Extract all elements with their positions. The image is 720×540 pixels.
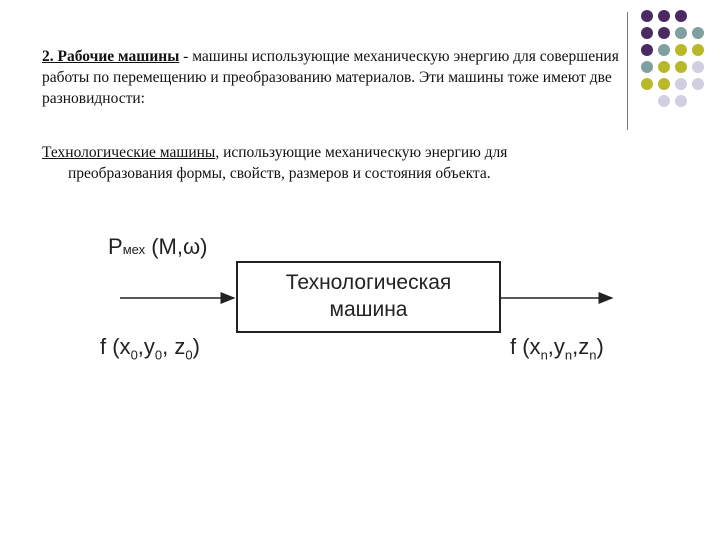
formula-part: ,y bbox=[137, 334, 155, 359]
section-title: 2. Рабочие машины bbox=[42, 48, 180, 65]
box-line2: машина bbox=[329, 298, 408, 321]
energy-subscript: мех bbox=[122, 242, 146, 257]
box-line1: Технологическая bbox=[285, 271, 452, 294]
formula-part: ) bbox=[192, 334, 200, 359]
paragraph-text-line2: преобразования формы, свойств, размеров и состояния объекта. bbox=[68, 165, 491, 182]
output-state-formula bbox=[510, 334, 604, 362]
energy-symbol: P bbox=[108, 234, 123, 259]
formula-sub: 0 bbox=[130, 347, 138, 363]
input-energy-label bbox=[108, 234, 207, 260]
formula-sub: 0 bbox=[154, 347, 163, 363]
formula-sub: 0 bbox=[185, 347, 193, 363]
term-technological-machines: Технологические машины bbox=[42, 144, 216, 161]
input-state-formula bbox=[100, 334, 200, 362]
formula-part: , z bbox=[162, 334, 186, 359]
formula-part: ,y bbox=[547, 334, 565, 359]
formula-sub: n bbox=[564, 347, 573, 363]
paragraph-text: , использующие механическую энергию для bbox=[215, 144, 508, 161]
formula-part: f (x bbox=[100, 334, 131, 359]
technological-machine-box bbox=[236, 261, 501, 333]
formula-part: ) bbox=[596, 334, 604, 359]
formula-sub: n bbox=[589, 347, 597, 363]
energy-params: (M,ω) bbox=[145, 234, 208, 259]
formula-part: ,z bbox=[572, 334, 590, 359]
paragraph-text: - машины использующие механическую энергию для совершения работы по перемещению и преобразованию материалов. Эти машины тоже имеют две разновидности: bbox=[42, 48, 619, 107]
formula-part: f (x bbox=[510, 334, 541, 359]
formula-sub: n bbox=[540, 347, 548, 363]
